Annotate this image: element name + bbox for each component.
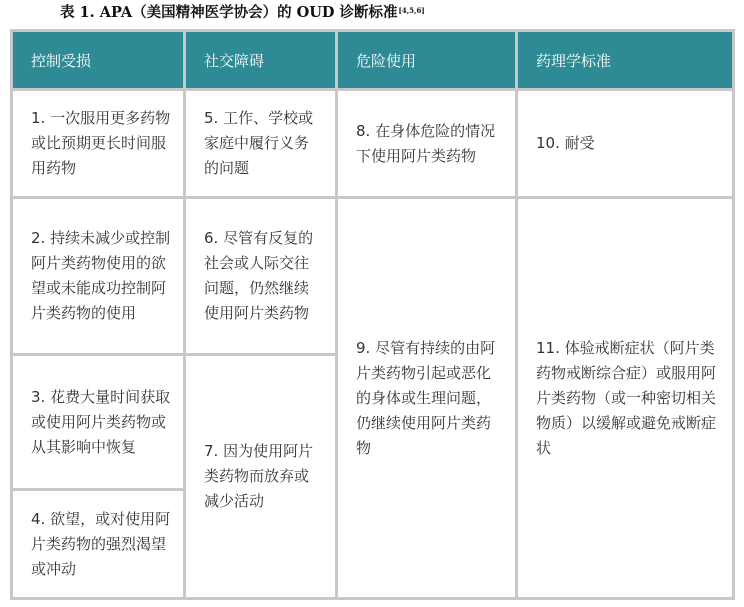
criterion-6-cell: [186, 199, 335, 353]
criterion-4-cell: [13, 491, 183, 597]
criterion-8: 8. 在身体危险的情况下使用阿片类药物: [356, 121, 496, 165]
criterion-2: 2. 持续未减少或控制阿片类药物使用的欲望或未能成功控制阿片类药物的使用: [31, 229, 171, 322]
header-social-impairment: 社交障碍: [186, 32, 335, 88]
criterion-3: 3. 花费大量时间获取或使用阿片类药物或从其影响中恢复: [31, 387, 171, 456]
criterion-6: 6. 尽管有反复的社会或人际交往问题，仍然继续使用阿片类药物: [204, 229, 314, 322]
criteria-grid: [13, 32, 732, 597]
criterion-5: 5. 工作、学校或家庭中履行义务的问题: [204, 109, 314, 177]
criterion-8-cell: [338, 91, 515, 196]
header-pharmacological: 药理学标准: [518, 32, 732, 88]
table-caption: [60, 4, 425, 22]
criterion-11: 11. 体验戒断症状（阿片类药物戒断综合症）或服用阿片类药物（或一种密切相关物质）以缓解或避免戒断症状: [536, 338, 717, 457]
header-impaired-control: 控制受损: [13, 32, 183, 88]
criterion-2-cell: [13, 199, 183, 353]
table-title: 表 1. APA（美国精神医学协会）的 OUD 诊断标准: [60, 4, 398, 21]
criterion-4: 4. 欲望，或对使用阿片类药物的强烈渴望或冲动: [31, 509, 171, 578]
criterion-1: 1. 一次服用更多药物或比预期更长时间服用药物: [31, 109, 171, 177]
criterion-9: 9. 尽管有持续的由阿片类药物引起或恶化的身体或生理问题，仍继续使用阿片类药物: [356, 338, 496, 457]
criterion-5-cell: [186, 91, 335, 196]
criterion-9-cell: [338, 199, 515, 597]
criterion-10: 10. 耐受: [536, 134, 595, 152]
criterion-3-cell: [13, 356, 183, 488]
criterion-7: 7. 因为使用阿片类药物而放弃或减少活动: [204, 442, 314, 510]
criteria-table: [10, 29, 735, 600]
criterion-1-cell: [13, 91, 183, 196]
criterion-10-cell: [518, 91, 732, 196]
header-risky-use: 危险使用: [338, 32, 515, 88]
criterion-7-cell: [186, 356, 335, 597]
criterion-11-cell: [518, 199, 732, 597]
citation-refs: [4,5,6]: [398, 6, 425, 15]
